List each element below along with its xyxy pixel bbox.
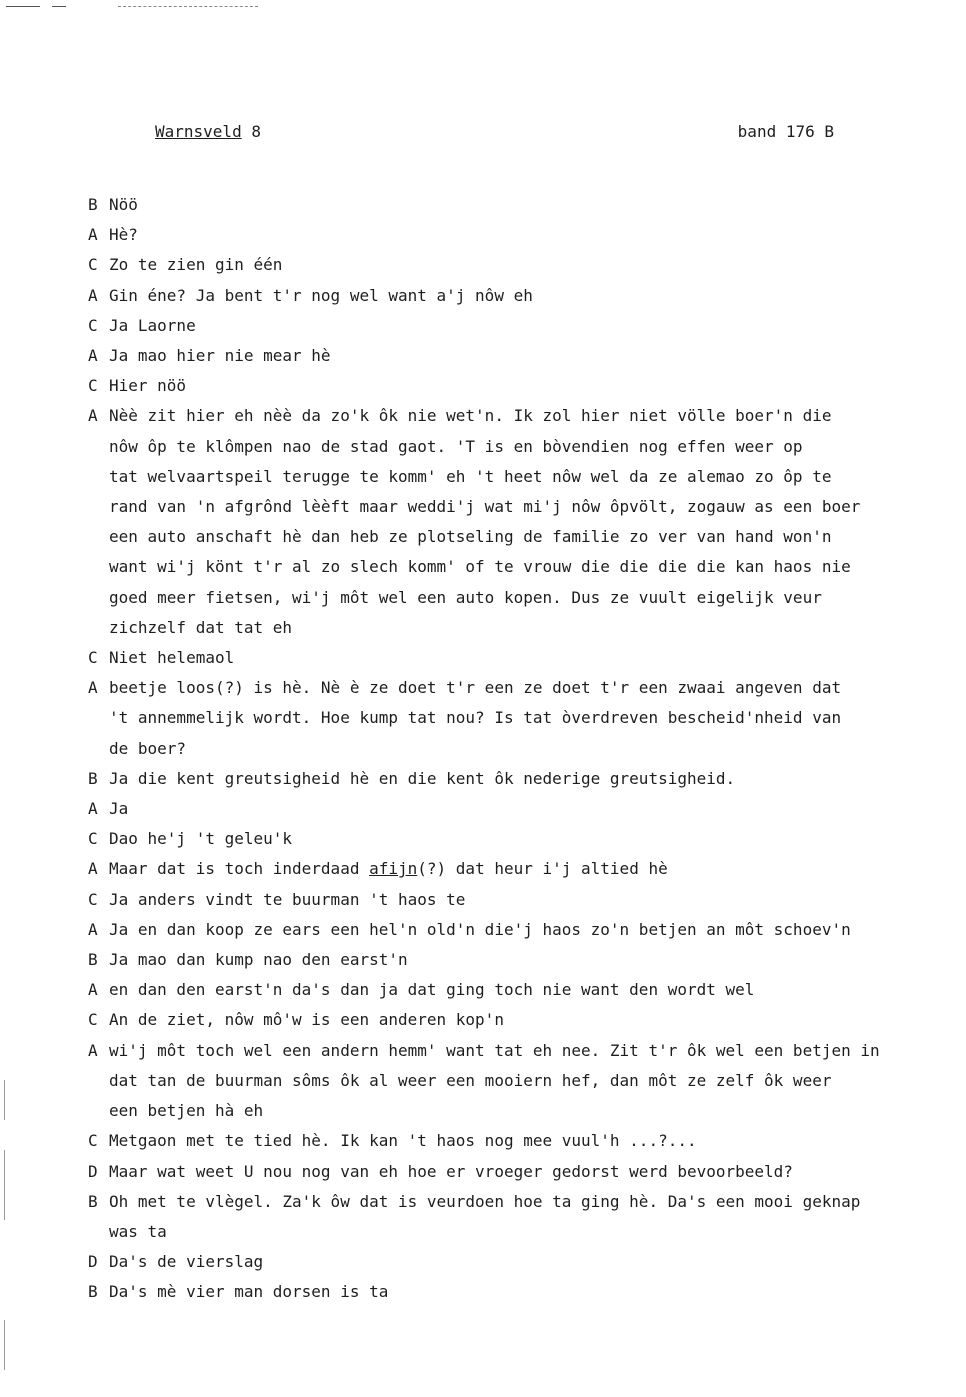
utterance-text: Nèè zit hier eh nèè da zo'k ôk nie wet'n. Ik zol hier niet völle boer'n die — [109, 406, 832, 426]
utterance-text: Da's de vierslag — [109, 1252, 264, 1272]
speaker-label: B — [88, 1191, 98, 1211]
utterance-segment: (?) dat heur i'j altied hè — [417, 859, 668, 879]
utterance-text: Ja anders vindt te buurman 't haos te — [109, 889, 466, 909]
utterance-text: Hè? — [109, 225, 138, 245]
transcript-line — [88, 281, 938, 311]
utterance-text: Maar wat weet U nou nog van eh hoe er vroeger gedorst werd bevoorbeeld? — [109, 1161, 793, 1181]
page-number: 8 — [251, 122, 261, 141]
transcript-line — [88, 975, 938, 1005]
utterance-text: beetje loos(?) is hè. Nè è ze doet t'r een ze doet t'r een zwaai angeven dat — [109, 678, 842, 698]
speaker-label: A — [88, 678, 98, 698]
speaker-label: C — [88, 376, 98, 396]
speaker-label: C — [88, 255, 98, 275]
speaker-label: C — [88, 1010, 98, 1030]
continuation-line: een auto anschaft hè dan heb ze plotseling de familie zo ver van hand won'n — [109, 527, 832, 547]
transcript-line — [88, 401, 938, 643]
scan-edge-mark — [118, 6, 258, 7]
utterance-text: Nöö — [109, 195, 138, 214]
continuation-line: goed meer fietsen, wi'j môt wel een auto kopen. Dus ze vuult eigelijk veur — [109, 587, 822, 607]
transcript-line — [88, 1247, 938, 1277]
speaker-label: C — [88, 1131, 98, 1151]
speaker-label: A — [88, 919, 98, 939]
transcript-line — [88, 1036, 938, 1127]
transcript-line — [88, 915, 938, 945]
transcript-line — [88, 764, 938, 794]
scan-edge-mark — [52, 6, 66, 7]
continuation-line: dat tan de buurman sôms ôk al weer een mooiern hef, dan môt ze zelf ôk weer — [109, 1070, 832, 1090]
transcript-line — [88, 1005, 938, 1035]
transcript-line — [88, 371, 938, 401]
speaker-label: A — [88, 285, 98, 305]
utterance-text: Hier nöö — [109, 376, 187, 396]
speaker-label: C — [88, 648, 98, 668]
utterance-text: Ja die kent greutsigheid hè en die kent ôk nederige greutsigheid. — [109, 768, 736, 788]
transcript-line — [88, 643, 938, 673]
speaker-label: C — [88, 315, 98, 335]
transcript-body — [88, 190, 938, 1308]
continuation-line: de boer? — [109, 738, 187, 758]
transcript-line — [88, 190, 938, 220]
speaker-label: A — [88, 346, 98, 366]
continuation-line: een betjen hà eh — [109, 1101, 264, 1121]
speaker-label: B — [88, 768, 98, 788]
transcript-line — [88, 1187, 938, 1247]
speaker-label: A — [88, 406, 98, 426]
transcript-line — [88, 220, 938, 250]
speaker-label: B — [88, 950, 98, 970]
transcript-line — [88, 1277, 938, 1307]
speaker-label: A — [88, 1040, 98, 1060]
utterance-text: Metgaon met te tied hè. Ik kan 't haos nog mee vuul'h ...?... — [109, 1131, 697, 1151]
utterance-text: Ja — [109, 799, 129, 819]
speaker-label: D — [88, 1252, 98, 1272]
continuation-line: was ta — [109, 1221, 167, 1241]
utterance-text: Ja Laorne — [109, 315, 196, 335]
transcript-line — [88, 945, 938, 975]
utterance-text: Ja mao hier nie mear hè — [109, 346, 331, 366]
utterance-segment: Maar dat is toch inderdaad — [109, 859, 370, 879]
continuation-line: rand van 'n afgrônd lèèft maar weddi'j wat mi'j nôw ôpvölt, zogauw as een boer — [109, 497, 861, 517]
speaker-label: A — [88, 225, 98, 245]
continuation-line: 't annemmelijk wordt. Hoe kump tat nou? Is tat òverdreven bescheid'nheid van — [109, 708, 842, 728]
continuation-line: zichzelf dat tat eh — [109, 617, 293, 637]
margin-mark — [4, 1150, 5, 1220]
continuation-line: tat welvaartspeil terugge te komm' eh 't heet nôw wel da ze alemao zo ôp te — [109, 466, 832, 486]
utterance-text: wi'j môt toch wel een andern hemm' want tat eh nee. Zit t'r ôk wel een betjen in — [109, 1040, 880, 1060]
band-label: band 176 B — [737, 122, 834, 141]
speaker-label: A — [88, 799, 98, 819]
continuation-line: want wi'j könt t'r al zo slech komm' of te vrouw die die die die kan haos nie — [109, 557, 851, 577]
speaker-label: B — [88, 195, 98, 214]
utterance-text — [109, 854, 938, 884]
speaker-label: B — [88, 1282, 98, 1302]
continuation-line: nôw ôp te klômpen nao de stad gaot. 'T is en bòvendien nog effen weer op — [109, 436, 803, 456]
underlined-word: afijn — [369, 859, 418, 879]
speaker-label: A — [88, 980, 98, 1000]
transcript-line — [88, 1157, 938, 1187]
page-header — [155, 122, 834, 141]
margin-mark — [4, 1080, 5, 1120]
margin-mark — [4, 1320, 5, 1370]
transcript-line — [88, 341, 938, 371]
utterance-text: Ja mao dan kump nao den earst'n — [109, 950, 408, 970]
scan-edge-mark — [6, 6, 40, 7]
utterance-text: Da's mè vier man dorsen is ta — [109, 1282, 389, 1302]
transcript-line — [88, 311, 938, 341]
speaker-label: A — [88, 859, 98, 879]
utterance-text: An de ziet, nôw mô'w is een anderen kop'n — [109, 1010, 504, 1030]
speaker-label: D — [88, 1161, 98, 1181]
utterance-text: Zo te zien gin één — [109, 255, 283, 275]
speaker-label: C — [88, 829, 98, 849]
speaker-label: C — [88, 889, 98, 909]
utterance-text: Ja en dan koop ze ears een hel'n old'n die'j haos zo'n betjen an môt schoev'n — [109, 919, 851, 939]
transcript-line — [88, 824, 938, 854]
utterance-text: Oh met te vlègel. Za'k ôw dat is veurdoen hoe ta ging hè. Da's een mooi geknap — [109, 1191, 861, 1211]
utterance-text: Niet helemaol — [109, 648, 235, 668]
utterance-text: Dao he'j 't geleu'k — [109, 829, 293, 849]
utterance-text: en dan den earst'n da's dan ja dat ging toch nie want den wordt wel — [109, 980, 755, 1000]
transcript-line — [88, 794, 938, 824]
utterance-text: Gin éne? Ja bent t'r nog wel want a'j nôw eh — [109, 285, 533, 305]
transcript-line — [88, 250, 938, 280]
transcript-line — [88, 885, 938, 915]
place-name: Warnsveld — [155, 122, 242, 141]
transcript-line — [88, 1126, 938, 1156]
transcript-line — [88, 673, 938, 764]
transcript-line — [88, 854, 938, 884]
